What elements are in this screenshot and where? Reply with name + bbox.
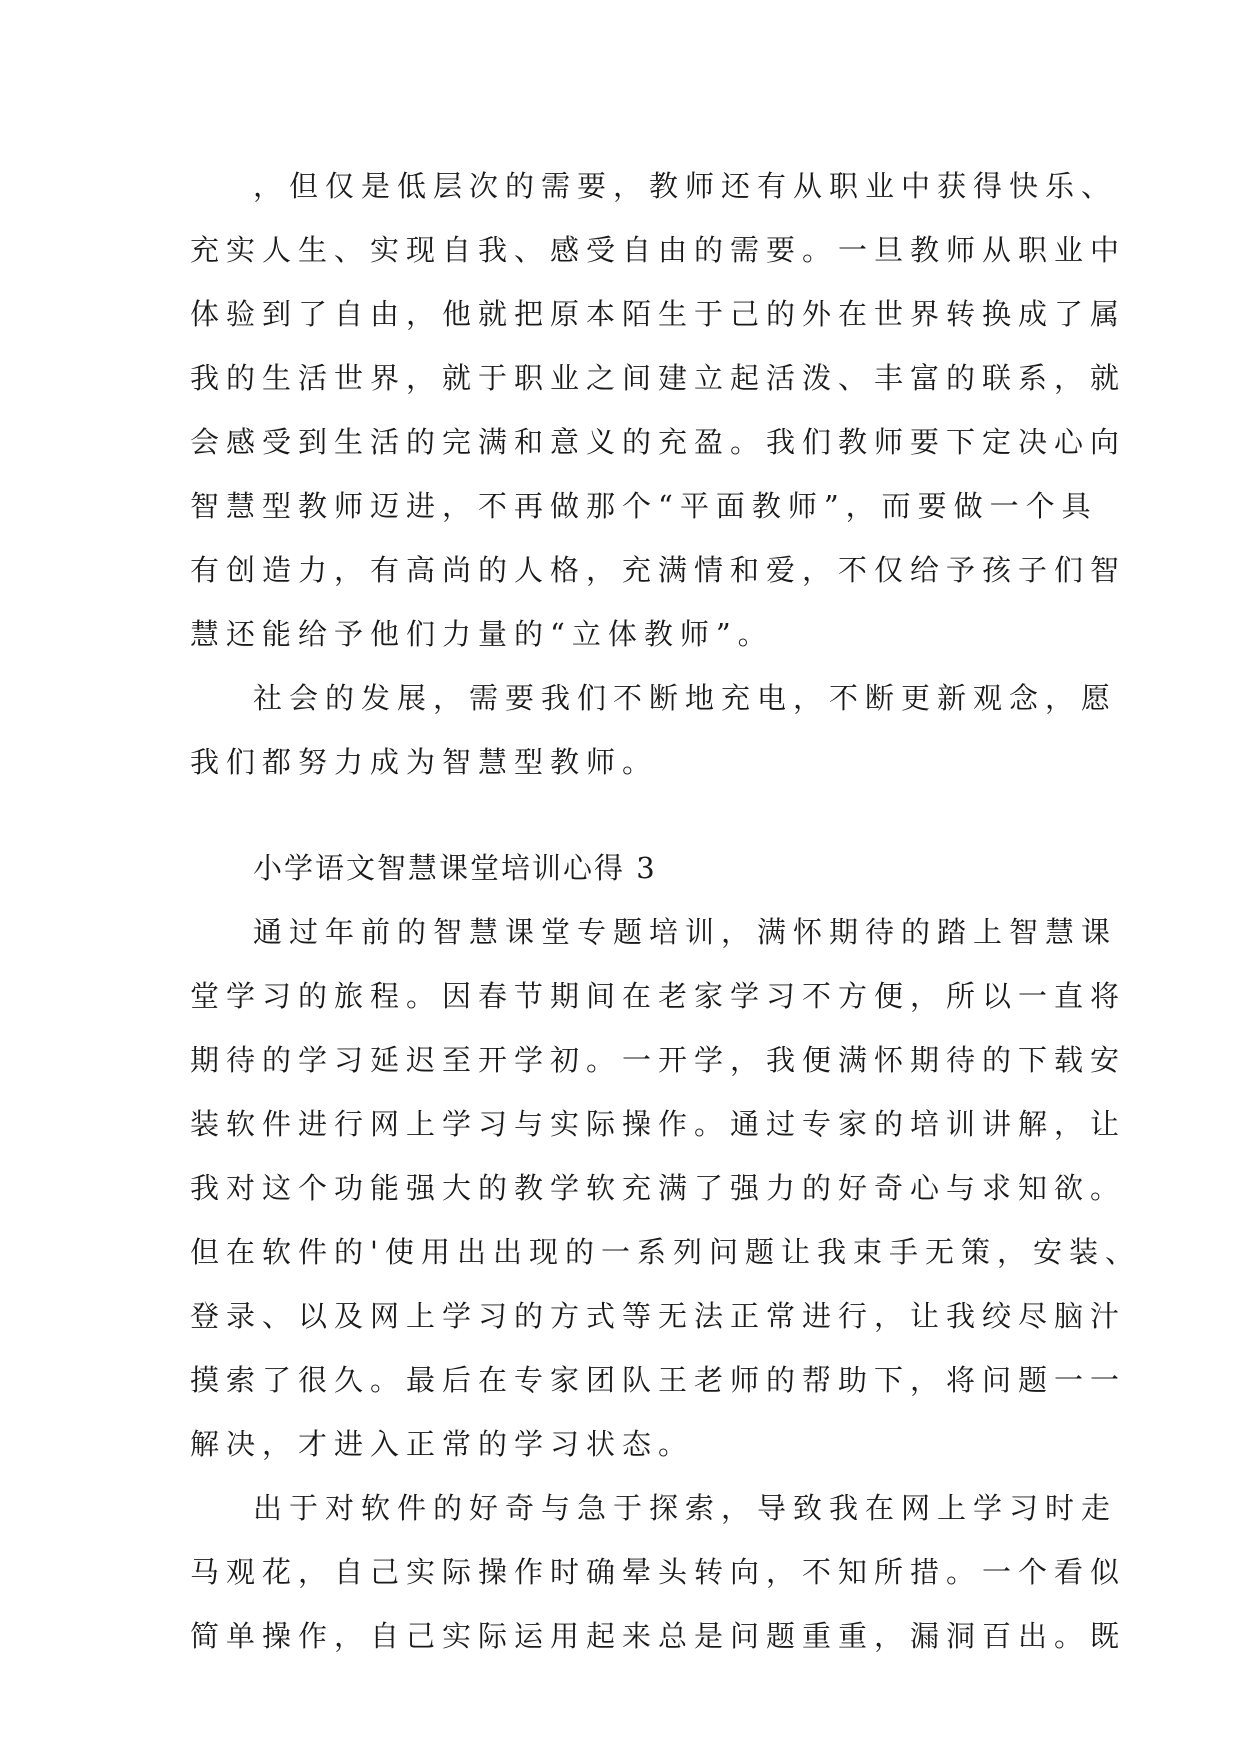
paragraph-line: 但在软件的'使用出出现的一系列问题让我束手无策，安装、 — [190, 1235, 1141, 1269]
paragraph-line: 登录、以及网上学习的方式等无法正常进行，让我绞尽脑汁 — [190, 1299, 1127, 1333]
paragraph-line: 马观花，自己实际操作时确晕头转向，不知所措。一个看似 — [190, 1555, 1127, 1589]
paragraph-line: 会感受到生活的完满和意义的充盈。我们教师要下定决心向 — [190, 425, 1127, 459]
paragraph-line: 我对这个功能强大的教学软充满了强力的好奇心与求知欲。 — [190, 1171, 1127, 1205]
paragraph-line: 充实人生、实现自我、感受自由的需要。一旦教师从职业中 — [190, 233, 1127, 267]
paragraph-line: 解决，才进入正常的学习状态。 — [190, 1427, 695, 1461]
paragraph-line: 堂学习的旅程。因春节期间在老家学习不方便，所以一直将 — [190, 979, 1127, 1013]
paragraph-line: 装软件进行网上学习与实际操作。通过专家的培训讲解，让 — [190, 1107, 1127, 1141]
paragraph-line: 智慧型教师迈进，不再做那个“平面教师”，而要做一个具 — [190, 489, 1098, 523]
paragraph-line: ，但仅是低层次的需要，教师还有从职业中获得快乐、 — [253, 169, 1118, 203]
paragraph-line: 我的生活世界，就于职业之间建立起活泼、丰富的联系，就 — [190, 361, 1127, 395]
paragraph-line: 慧还能给予他们力量的“立体教师”。 — [190, 617, 774, 651]
section-heading: 小学语文智慧课堂培训心得 3 — [253, 851, 657, 885]
paragraph-line: 有创造力，有高尚的人格，充满情和爱，不仅给予孩子们智 — [190, 553, 1127, 587]
paragraph-line: 期待的学习延迟至开学初。一开学，我便满怀期待的下载安 — [190, 1043, 1127, 1077]
paragraph-line: 出于对软件的好奇与急于探索，导致我在网上学习时走 — [253, 1491, 1118, 1525]
paragraph-line: 简单操作，自己实际运用起来总是问题重重，漏洞百出。既 — [190, 1619, 1127, 1653]
paragraph-line: 通过年前的智慧课堂专题培训，满怀期待的踏上智慧课 — [253, 915, 1118, 949]
paragraph-line: 我们都努力成为智慧型教师。 — [190, 745, 659, 779]
paragraph-line: 体验到了自由，他就把原本陌生于己的外在世界转换成了属 — [190, 297, 1127, 331]
paragraph-line: 摸索了很久。最后在专家团队王老师的帮助下，将问题一一 — [190, 1363, 1127, 1397]
paragraph-line: 社会的发展，需要我们不断地充电，不断更新观念，愿 — [253, 681, 1118, 715]
